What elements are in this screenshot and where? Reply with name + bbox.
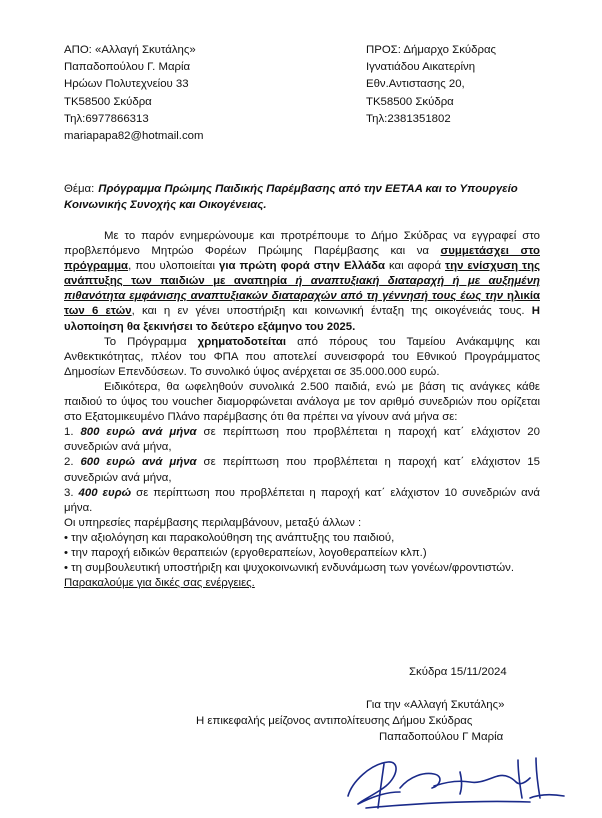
recipient-line-2: Ιγνατιάδου Αικατερίνη — [366, 61, 476, 74]
voucher-amount: 600 ευρώ ανά μήνα — [80, 456, 197, 469]
sender-line-3: Ηρώων Πολυτεχνείου 33 — [64, 78, 189, 91]
text-run: , που υλοποιείται — [128, 260, 220, 273]
paragraph-intro — [64, 229, 540, 335]
subject-label: Θέμα: — [64, 183, 95, 195]
text-run-emphasis: ηλικία των 6 ετών — [64, 290, 540, 318]
list-number: 2. — [64, 456, 81, 469]
signature-line-1: Για την «Αλλαγή Σκυτάλης» — [366, 699, 505, 711]
list-item-2 — [64, 455, 540, 485]
text-run-emphasis: για πρώτη φορά στην Ελλάδα — [219, 260, 385, 273]
text-run-emphasis: συμμετάσχει στο πρόγραμμα — [64, 245, 540, 273]
voucher-amount: 800 ευρώ ανά μήνα — [80, 426, 197, 439]
bullet-item: • την αξιολόγηση και παρακολούθηση της ανάπτυξης του παιδιού, — [64, 531, 395, 544]
text-run-emphasis: την ενίσχυση της ανάπτυξης των παιδιών με αναπηρία — [64, 260, 540, 288]
list-item-3 — [64, 486, 540, 516]
sender-line-5: Τηλ:6977866313 — [64, 112, 149, 125]
services-intro: Οι υπηρεσίες παρέμβασης περιλαμβάνουν, μεταξύ άλλων : — [64, 516, 362, 529]
recipient-line-3: Εθν.Αντιστασης 20, — [366, 78, 465, 91]
subject-text: Πρόγραμμα Πρώιμης Παιδικής Παρέμβασης από την ΕΕΤΑΑ και το Υπουργείο Κοινωνικής Συνοχής και Οικογένειας. — [64, 183, 518, 212]
subject-line — [64, 181, 540, 213]
recipient-block — [366, 42, 496, 128]
text-run-emphasis: χρηματοδοτείται — [197, 335, 287, 348]
sender-email: mariapapa82@hotmail.com — [64, 130, 204, 143]
sender-line-2: Παπαδοπούλου Γ. Μαρία — [64, 61, 191, 74]
voucher-amount: 400 ευρώ — [78, 486, 132, 499]
text-run: , και η εν γένει υποστήριξη και κοινωνική ένταξη της οικογένειάς τους. — [131, 305, 532, 318]
recipient-line-4: ΤΚ58500 Σκύδρα — [366, 95, 454, 108]
paragraph-details: Ειδικότερα, θα ωφεληθούν συνολικά 2.500 παιδιά, ενώ με βάση τις ανάγκες κάθε παιδιού το ύψος του voucher διαμορφώνεται ανάλογα με τον αριθμό συνεδριών που ορίζεται στο Εξατομικευμένο Πλάνο παρέμβασης ότι θα πρέπει να γίνουν ανά μήνα σε: — [64, 380, 540, 424]
text-run: Με το παρόν ενημερώνουμε και προτρέπουμε το Δήμο Σκύδρας να εγγραφεί στο προβλεπόμενο Μητρώο Φορέων Πρώιμης Παρέμβασης και να — [64, 230, 540, 258]
text-run: από πόρους του Ταμείου Ανάκαμψης και Ανθεκτικότητας, πλέον του ΦΠΑ που αποτελεί συνεισφορά του Εθνικού Προγράμματος Δημοσίων Επενδύσεων. Το συνολικό ύψος ανέρχεται σε 35.000.000 ευρώ. — [64, 335, 540, 378]
sender-block — [64, 42, 203, 145]
recipient-line-5: Τηλ:2381351802 — [366, 112, 451, 125]
letter-body — [64, 229, 540, 591]
text-run: και αφορά — [385, 260, 446, 273]
handwritten-signature-icon — [340, 742, 580, 814]
text-run: σε περίπτωση που προβλέπεται η παροχή κατ΄ ελάχιστον 10 συνεδριών ανά μήνα. — [64, 486, 541, 514]
list-number: 3. — [64, 486, 79, 499]
signature-line-2: Η επικεφαλής μείζονος αντιπολίτευσης Δήμου Σκύδρας — [196, 715, 473, 727]
sender-line-4: ΤΚ58500 Σκύδρα — [64, 95, 152, 108]
text-run: Το Πρόγραμμα — [104, 335, 198, 348]
text-run: σε περίπτωση που προβλέπεται η παροχή κατ΄ ελάχιστον 20 συνεδριών ανά μήνα, — [64, 426, 540, 454]
closing-line: Παρακαλούμε για δικές σας ενέργειες. — [64, 577, 255, 590]
recipient-line-1: ΠΡΟΣ: Δήμαρχο Σκύδρας — [366, 44, 497, 56]
text-run: σε περίπτωση που προβλέπεται η παροχή κατ΄ ελάχιστον 15 συνεδριών ανά μήνα, — [64, 456, 540, 484]
letter-date: Σκύδρα 15/11/2024 — [409, 666, 507, 678]
text-run-emphasis: ή αναπτυξιακή διαταραχή ή με αυξημένη πιθανότητα εμφάνισης αναπτυξιακών διαταραχών από τη γέννησή τους έως την — [64, 275, 540, 303]
signature-line-3: Παπαδοπούλου Γ Μαρία — [379, 731, 504, 743]
list-number: 1. — [64, 426, 81, 439]
bullet-item: • την παροχή ειδικών θεραπειών (εργοθεραπείων, λογοθεραπείων κλπ.) — [64, 546, 427, 559]
text-run-emphasis: Η υλοποίηση θα ξεκινήσει το δεύτερο εξάμηνο του 2025. — [64, 305, 540, 333]
paragraph-funding — [64, 335, 540, 380]
list-item-1 — [64, 425, 540, 455]
sender-line-1: ΑΠΟ: «Αλλαγή Σκυτάλης» — [64, 44, 196, 56]
bullet-item: • τη συμβουλευτική υποστήριξη και ψυχοκοινωνική ενδυνάμωση των γονέων/φροντιστών. — [64, 562, 514, 575]
